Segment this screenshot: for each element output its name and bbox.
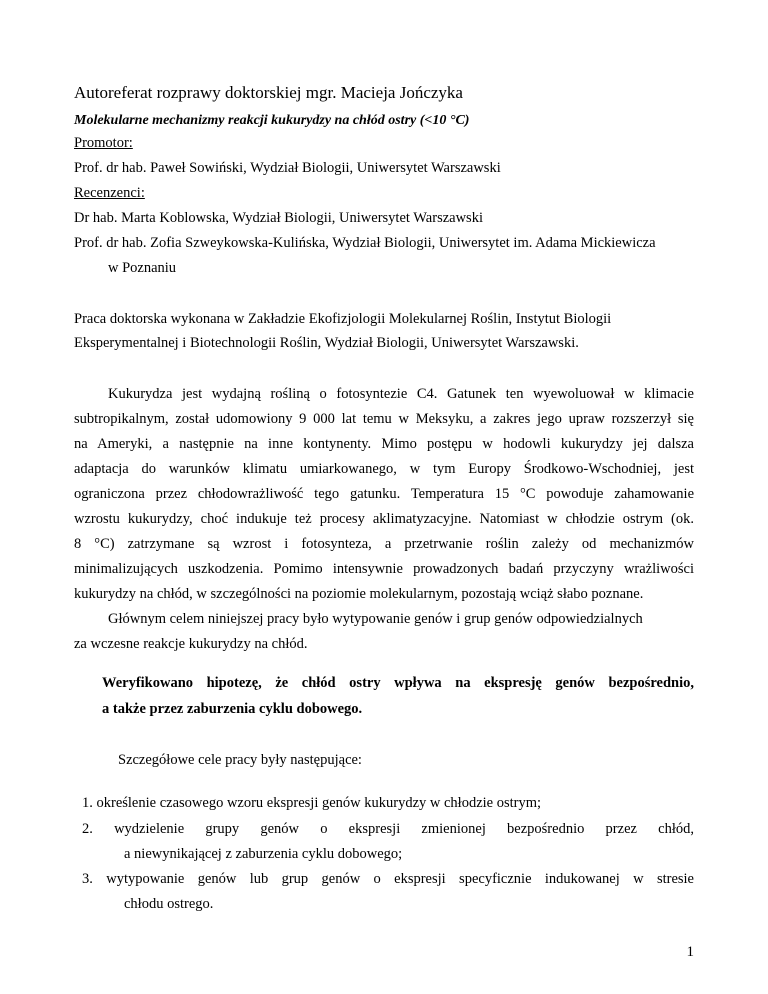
aim-item-3-line1: 3. wytypowanie genów lub grup genów o ekspresji specyficznie indukowanej w stresie bbox=[82, 871, 694, 887]
reviewer-1: Dr hab. Marta Koblowska, Wydział Biologii, Uniwersytet Warszawski bbox=[74, 210, 483, 226]
institution-line1: Praca doktorska wykonana w Zakładzie Ekofizjologii Molekularnej Roślin, Instytut Biologii bbox=[74, 311, 612, 327]
intro-line: minimalizujących uszkodzenia. Pomimo intensywnie prowadzonych badań przyczyny wrażliwości bbox=[74, 561, 694, 577]
intro-line: 8 °C) zatrzymane są wzrost i fotosynteza, a przetrwanie roślin zależy od mechanizmów bbox=[74, 536, 694, 552]
goal-line2: za wczesne reakcje kukurydzy na chłód. bbox=[74, 636, 308, 652]
institution-line2: Eksperymentalnej i Biotechnologii Roślin, Wydział Biologii, Uniwersytet Warszawski. bbox=[74, 335, 579, 351]
intro-line: Kukurydza jest wydajną rośliną o fotosyntezie C4. Gatunek ten wyewoluował w klimacie bbox=[108, 386, 694, 402]
intro-line: adaptacja do warunków klimatu umiarkowanego, w tym Europy Środkowo-Wschodniej, jest bbox=[74, 461, 694, 477]
reviewer-2-line1: Prof. dr hab. Zofia Szweykowska-Kulińska, Wydział Biologii, Uniwersytet im. Adama Mickiewicza bbox=[74, 235, 656, 251]
hypothesis-line2: a także przez zaburzenia cyklu dobowego. bbox=[102, 701, 363, 717]
promotor-name: Prof. dr hab. Paweł Sowiński, Wydział Biologii, Uniwersytet Warszawski bbox=[74, 160, 501, 176]
page-number: 1 bbox=[686, 944, 694, 960]
intro-line: wzrostu kukurydzy, choć indukuje też procesy aklimatyzacyjne. Natomiast w chłodzie ostrym (ok. bbox=[74, 511, 694, 527]
aims-intro: Szczegółowe cele pracy były następujące: bbox=[118, 752, 362, 768]
aim-item-2-line2: a niewynikającej z zaburzenia cyklu dobowego; bbox=[124, 846, 403, 862]
aim-item-3-line2: chłodu ostrego. bbox=[124, 896, 214, 912]
intro-line: ograniczona przez chłodowrażliwość tego gatunku. Temperatura 15 °C powoduje zahamowanie bbox=[74, 486, 694, 502]
document-title: Autoreferat rozprawy doktorskiej mgr. Macieja Jończyka bbox=[74, 83, 463, 102]
intro-line: na Ameryki, a następnie na inne kontynenty. Mimo postępu w hodowli kukurydzy jej dalsza bbox=[74, 436, 694, 452]
thesis-title: Molekularne mechanizmy reakcji kukurydzy na chłód ostry (<10 °C) bbox=[74, 113, 470, 128]
hypothesis-line1: Weryfikowano hipotezę, że chłód ostry wpływa na ekspresję genów bezpośrednio, bbox=[102, 675, 694, 691]
goal-line1: Głównym celem niniejszej pracy było wytypowanie genów i grup genów odpowiedzialnych bbox=[108, 611, 643, 627]
aim-item-1: 1. określenie czasowego wzoru ekspresji genów kukurydzy w chłodzie ostrym; bbox=[82, 795, 542, 811]
reviewers-label: Recenzenci: bbox=[74, 185, 145, 201]
intro-line: kukurydzy na chłód, w szczególności na poziomie molekularnym, pozostają wciąż słabo poznane. bbox=[74, 586, 644, 602]
aim-item-2-line1: 2. wydzielenie grupy genów o ekspresji zmienionej bezpośrednio przez chłód, bbox=[82, 821, 694, 837]
intro-line: subtropikalnym, został udomowiony 9 000 lat temu w Meksyku, a zakres jego upraw rozszerzył się bbox=[74, 411, 694, 427]
reviewer-2-line2: w Poznaniu bbox=[108, 260, 177, 276]
promotor-label: Promotor: bbox=[74, 135, 133, 151]
